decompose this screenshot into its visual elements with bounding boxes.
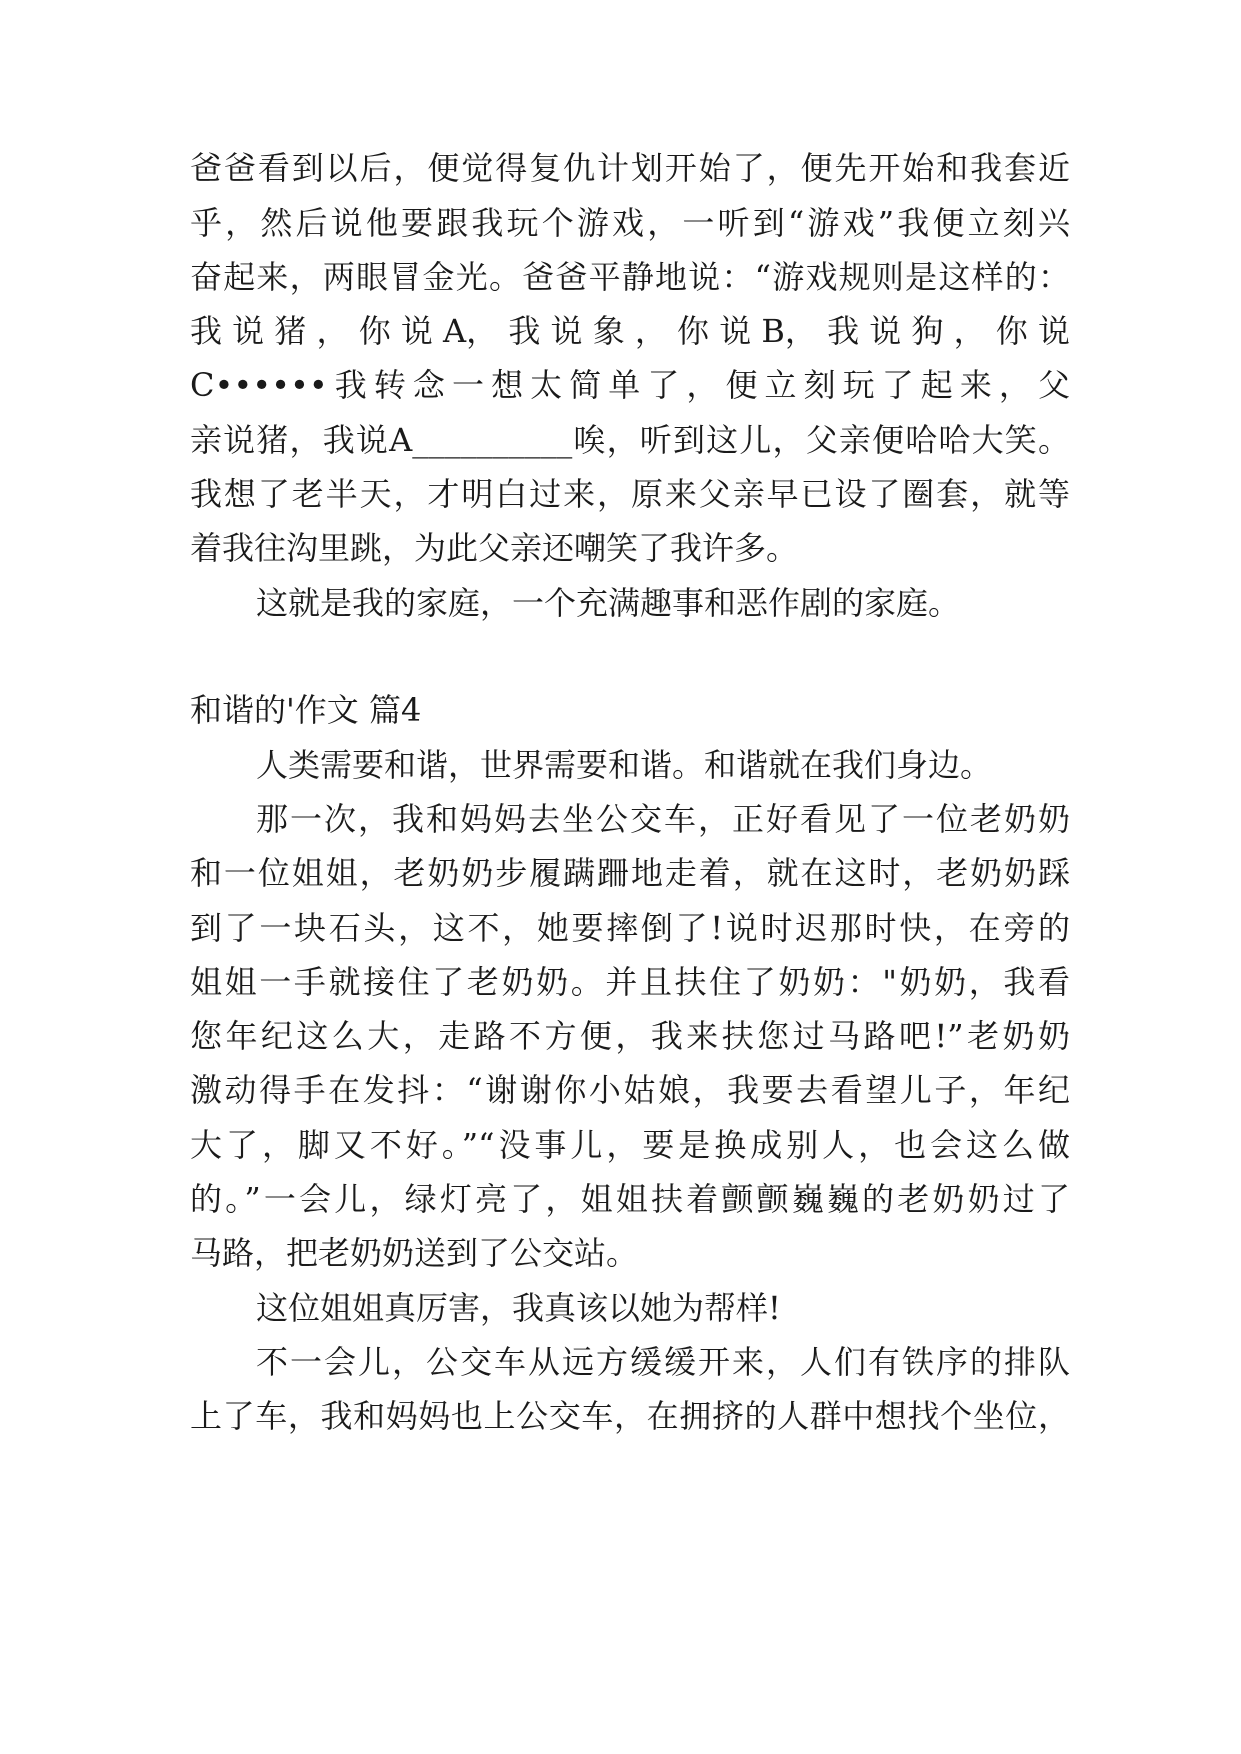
paragraph-line: 和一位姐姐，老奶奶步履蹒跚地走着，就在这时，老奶奶踩 <box>190 854 1070 892</box>
section-heading: 和谐的'作文 篇4 <box>190 691 422 729</box>
paragraph-line: 我想了老半天，才明白过来，原来父亲早已设了圈套，就等 <box>190 475 1070 513</box>
paragraph-line: 人类需要和谐，世界需要和谐。和谐就在我们身边。 <box>256 746 993 784</box>
paragraph-line: 姐姐一手就接住了老奶奶。并且扶住了奶奶："奶奶，我看 <box>190 963 1070 1001</box>
paragraph-line: 大了，脚又不好。”“没事儿，要是换成别人，也会这么做 <box>190 1126 1070 1164</box>
paragraph-line: 您年纪这么大，走路不方便，我来扶您过马路吧!”老奶奶 <box>190 1017 1070 1055</box>
paragraph-line: 上了车，我和妈妈也上公交车，在拥挤的人群中想找个坐位， <box>190 1397 1070 1435</box>
paragraph-line: 奋起来，两眼冒金光。爸爸平静地说：“游戏规则是这样的： <box>190 258 1070 296</box>
paragraph-line: 我 说 猪 ， 你 说 A， 我 说 象 ， 你 说 B， 我 说 狗 ， 你 说 <box>190 312 1070 350</box>
paragraph-line: 爸爸看到以后，便觉得复仇计划开始了，便先开始和我套近 <box>190 149 1070 187</box>
paragraph-line: 那一次，我和妈妈去坐公交车，正好看见了一位老奶奶 <box>256 800 1070 838</box>
paragraph-line: 到了一块石头，这不，她要摔倒了!说时迟那时快，在旁的 <box>190 909 1070 947</box>
paragraph-line: 亲说猪，我说A__________唉，听到这儿，父亲便哈哈大笑。 <box>190 421 1070 459</box>
paragraph-line: 激动得手在发抖：“谢谢你小姑娘，我要去看望儿子，年纪 <box>190 1071 1070 1109</box>
paragraph-line: 这就是我的家庭，一个充满趣事和恶作剧的家庭。 <box>256 584 961 622</box>
paragraph-line: 着我往沟里跳，为此父亲还嘲笑了我许多。 <box>190 529 799 567</box>
paragraph-line: C••••••我转念一想太简单了，便立刻玩了起来，父 <box>190 366 1070 404</box>
paragraph-line: 的。”一会儿，绿灯亮了，姐姐扶着颤颤巍巍的老奶奶过了 <box>190 1180 1070 1218</box>
paragraph-line: 不一会儿，公交车从远方缓缓开来，人们有铁序的排队 <box>256 1343 1070 1381</box>
paragraph-line: 乎，然后说他要跟我玩个游戏，一听到“游戏”我便立刻兴 <box>190 204 1070 242</box>
paragraph-line: 这位姐姐真厉害，我真该以她为帮样! <box>256 1289 781 1327</box>
paragraph-line: 马路，把老奶奶送到了公交站。 <box>190 1234 639 1272</box>
